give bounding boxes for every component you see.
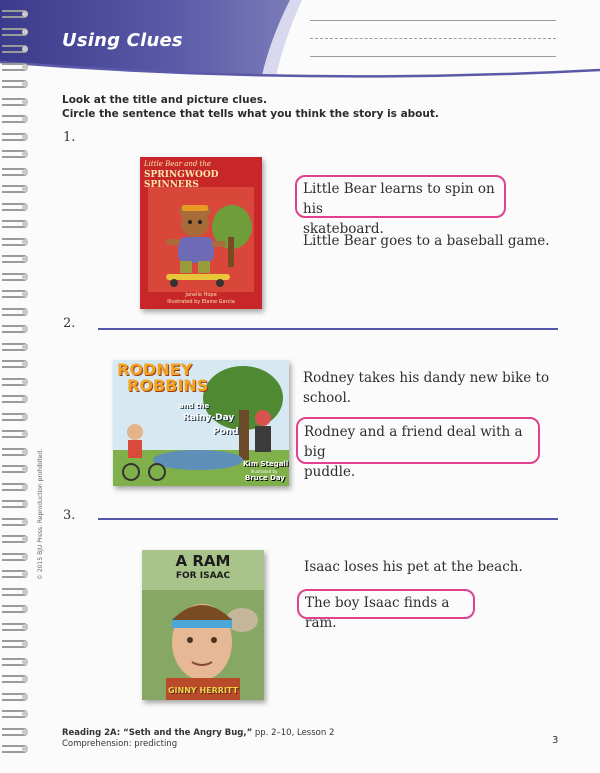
book-cover-little-bear bbox=[140, 157, 262, 309]
binding-hole bbox=[22, 361, 28, 367]
book-title-small: Little Bear and the bbox=[144, 160, 212, 168]
book-illustrator-label: Illustrated by bbox=[251, 469, 278, 474]
footer-lesson-title: Reading 2A: “Seth and the Angry Bug,” bbox=[62, 728, 253, 738]
binding-hole bbox=[22, 379, 28, 385]
choice-3b-circled[interactable] bbox=[297, 589, 475, 631]
binding-hole bbox=[22, 746, 28, 752]
book-author: Janelle Hope bbox=[185, 292, 217, 298]
book-subtitle-1: and the bbox=[179, 402, 210, 410]
book-author: Kim Stegall bbox=[243, 460, 289, 468]
binding-hole bbox=[22, 466, 28, 472]
choice-1a-circled[interactable] bbox=[295, 175, 506, 237]
binding-hole bbox=[22, 64, 28, 70]
binding-hole bbox=[22, 46, 28, 52]
binding-hole bbox=[22, 606, 28, 612]
divider-line bbox=[98, 328, 558, 330]
name-dashed-midline bbox=[310, 38, 556, 39]
binding-hole bbox=[22, 729, 28, 735]
book-cover-a-ram-for-isaac bbox=[142, 550, 264, 700]
choice-text-line: The boy Isaac finds a ram. bbox=[305, 595, 450, 631]
choice-text-line: Little Bear learns to spin on his bbox=[303, 181, 495, 217]
binding-hole bbox=[22, 536, 28, 542]
book-title-large: SPRINGWOOD SPINNERS bbox=[144, 170, 219, 190]
book-title-line-2: FOR ISAAC bbox=[175, 571, 231, 581]
book-illustrator: Illustrated by Elaine Garcia bbox=[167, 299, 235, 305]
choice-1b[interactable] bbox=[303, 231, 550, 251]
book-subtitle-3: Pond bbox=[213, 427, 239, 437]
binding-hole bbox=[22, 676, 28, 682]
footer-skill: Comprehension: predicting bbox=[62, 739, 178, 749]
binding-hole bbox=[22, 169, 28, 175]
book-cover-rodney-robbins bbox=[113, 360, 289, 486]
name-baseline bbox=[310, 56, 556, 57]
book-illustrator: Bruce Day bbox=[245, 474, 285, 482]
binding-hole bbox=[22, 414, 28, 420]
binding-hole bbox=[22, 204, 28, 210]
binding-hole bbox=[22, 239, 28, 245]
binding-hole bbox=[22, 309, 28, 315]
footer-source bbox=[62, 728, 334, 750]
choice-2b-circled[interactable] bbox=[296, 417, 540, 480]
instructions bbox=[62, 94, 439, 121]
binding-hole bbox=[22, 344, 28, 350]
binding-hole bbox=[22, 624, 28, 630]
binding-hole bbox=[22, 396, 28, 402]
book-author: GINNY HERRITT bbox=[167, 686, 239, 695]
instructions-line-2: Circle the sentence that tells what you think the story is about. bbox=[62, 107, 439, 120]
choice-text-line: Rodney takes his dandy new bike to bbox=[303, 370, 550, 386]
binding-hole bbox=[22, 659, 28, 665]
binding-hole bbox=[22, 134, 28, 140]
book-title-line-1: RODNEY bbox=[117, 360, 193, 379]
item-number-3: 3. bbox=[63, 508, 76, 523]
binding-hole bbox=[22, 29, 28, 35]
copyright-notice: © 2015 BJU Press. Reproduction prohibited. bbox=[37, 448, 44, 580]
name-writing-line bbox=[310, 20, 556, 21]
book-title-line-1: A RAM bbox=[175, 552, 231, 570]
choice-text-line: Rodney and a friend deal with a big bbox=[304, 424, 523, 460]
binding-hole bbox=[22, 641, 28, 647]
instructions-line-1: Look at the title and picture clues. bbox=[62, 94, 267, 106]
choice-3a[interactable] bbox=[304, 557, 523, 577]
item-number-2: 2. bbox=[63, 316, 76, 331]
binding-hole bbox=[22, 711, 28, 717]
choice-text-line: puddle. bbox=[304, 464, 356, 480]
spiral-binding bbox=[0, 0, 34, 773]
binding-hole bbox=[22, 291, 28, 297]
binding-hole bbox=[22, 116, 28, 122]
choice-text-line: Isaac loses his pet at the beach. bbox=[304, 559, 523, 575]
binding-hole bbox=[22, 431, 28, 437]
choice-text-line: Little Bear goes to a baseball game. bbox=[303, 233, 550, 249]
binding-hole bbox=[22, 694, 28, 700]
choice-text-line: skateboard. bbox=[303, 221, 384, 237]
binding-hole bbox=[22, 519, 28, 525]
binding-hole bbox=[22, 151, 28, 157]
binding-hole bbox=[22, 186, 28, 192]
binding-hole bbox=[22, 256, 28, 262]
binding-hole bbox=[22, 571, 28, 577]
binding-hole bbox=[22, 554, 28, 560]
binding-hole bbox=[22, 501, 28, 507]
book-subtitle-2: Rainy-Day bbox=[183, 413, 235, 423]
choice-text-line: school. bbox=[303, 390, 352, 406]
binding-hole bbox=[22, 81, 28, 87]
page-number: 3 bbox=[552, 735, 559, 746]
binding-hole bbox=[22, 589, 28, 595]
item-number-1: 1. bbox=[63, 130, 76, 145]
divider-line bbox=[98, 518, 558, 520]
binding-hole bbox=[22, 221, 28, 227]
binding-hole bbox=[22, 326, 28, 332]
footer-pages: pp. 2–10, Lesson 2 bbox=[252, 728, 335, 738]
binding-hole bbox=[22, 449, 28, 455]
book-title-line-2: ROBBINS bbox=[127, 376, 209, 395]
binding-hole bbox=[22, 484, 28, 490]
binding-hole bbox=[22, 99, 28, 105]
binding-hole bbox=[22, 274, 28, 280]
binding-hole bbox=[22, 11, 28, 17]
choice-2a[interactable] bbox=[303, 368, 549, 408]
page-title: Using Clues bbox=[62, 30, 183, 51]
